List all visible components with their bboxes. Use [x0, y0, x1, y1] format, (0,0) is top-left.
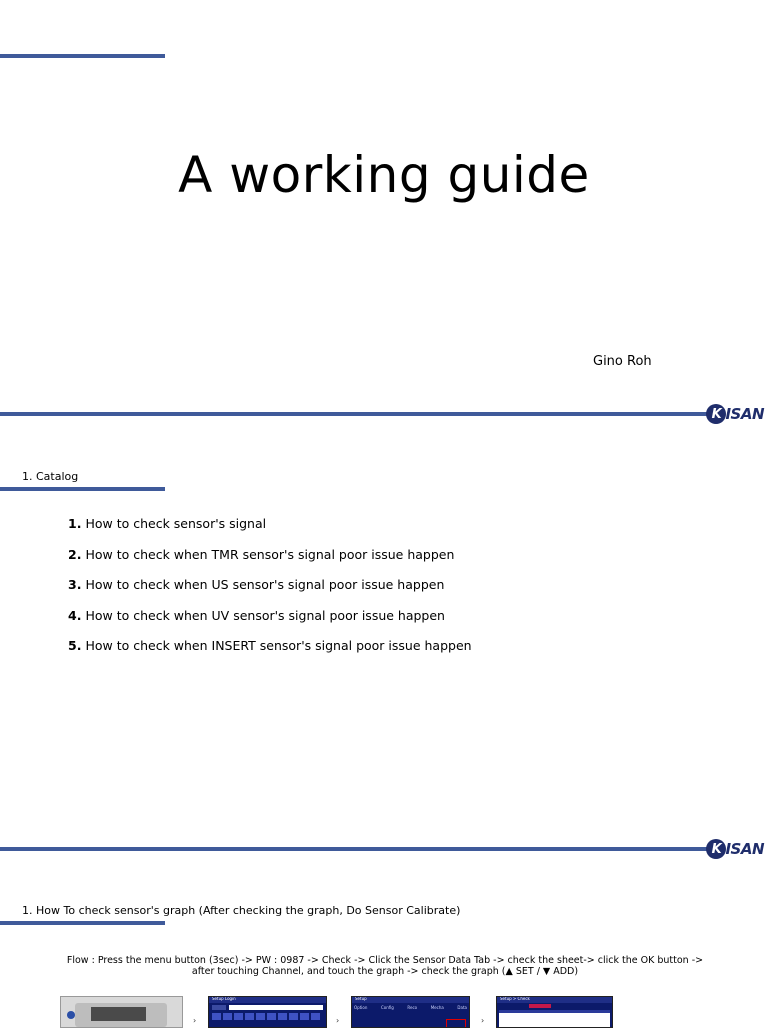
kisan-logo-text: ISAN: [725, 840, 764, 858]
screen-title: Setup Login: [212, 996, 236, 1001]
tab-config: Config: [380, 1005, 394, 1010]
device-photo: [60, 996, 183, 1028]
item-number: 2.: [68, 546, 82, 562]
item-number: 5.: [68, 638, 82, 653]
page-title: A working guide: [178, 145, 590, 204]
kisan-logo-text: ISAN: [725, 405, 764, 423]
item-number: 4.: [68, 607, 82, 623]
list-item: [68, 516, 472, 547]
title-slide: [0, 0, 768, 423]
item-text: How to check sensor's signal: [85, 516, 267, 531]
item-number: 1.: [68, 516, 82, 531]
device-logo-icon: [67, 1011, 75, 1019]
password-input: [229, 1005, 323, 1010]
section-accent-line: [0, 487, 165, 491]
setup-login-screenshot: [208, 996, 327, 1028]
setup-menu-screenshot: [351, 996, 470, 1028]
item-text: How to check when UV sensor's signal poor issue happen: [85, 607, 445, 623]
arrow-right-icon: ›: [336, 1016, 340, 1025]
section-title: 1. How To check sensor's graph (After checking the graph, Do Sensor Calibrate): [22, 904, 461, 917]
item-text: How to check when US sensor's signal poor issue happen: [85, 577, 445, 592]
list-item: [68, 638, 472, 669]
kisan-logo-mark-icon: K: [706, 839, 726, 859]
flow-line-1: Flow : Press the menu button (3sec) -> PW : 0987 -> Check -> Click the Sensor Data Tab -> check the sheet-> click the OK button ->: [66, 955, 704, 966]
sensor-sheet-header: [499, 1010, 610, 1013]
kisan-logo-mark-icon: K: [706, 404, 726, 424]
flow-line-2: after touching Channel, and touch the graph -> check the graph (▲ SET / ▼ ADD): [191, 966, 579, 977]
sensor-data-screenshot: [496, 996, 613, 1028]
section-accent-line: [0, 921, 165, 925]
screen-title-bar: [352, 997, 469, 1003]
screen-title: Setup > Check: [500, 996, 530, 1001]
tab-mecha: Mecha: [430, 1005, 444, 1010]
password-label: [212, 1005, 226, 1010]
sensor-data-tab-highlight: [529, 1004, 551, 1008]
bottom-divider-line: [0, 412, 708, 416]
list-item: [68, 577, 472, 608]
arrow-right-icon: ›: [481, 1016, 485, 1025]
tab-option: Option: [354, 1005, 368, 1010]
setup-tabs: [354, 1005, 467, 1010]
list-item: [68, 547, 472, 578]
kisan-logo: [706, 404, 764, 424]
kisan-logo: [706, 839, 764, 859]
catalog-list: [68, 516, 472, 669]
bottom-divider-line: [0, 847, 708, 851]
item-text: How to check when INSERT sensor's signal poor issue happen: [85, 638, 472, 653]
top-accent-line: [0, 54, 165, 58]
author-name: Gino Roh: [593, 354, 652, 369]
section-title: 1. Catalog: [22, 470, 79, 483]
screen-title-bar: [497, 997, 612, 1003]
keypad: [212, 1013, 320, 1020]
flow-instructions: [40, 955, 730, 977]
catalog-slide: [0, 432, 768, 858]
device-screen: [91, 1007, 146, 1021]
screen-title-bar: [209, 997, 326, 1003]
screen-title: Setup: [355, 996, 367, 1001]
item-text: How to check when TMR sensor's signal poor issue happen: [85, 546, 455, 562]
tab-data: Data: [457, 1005, 467, 1010]
tab-reco: Reco: [407, 1005, 418, 1010]
arrow-right-icon: ›: [193, 1016, 197, 1025]
list-item: [68, 608, 472, 639]
item-number: 3.: [68, 577, 82, 592]
howto-slide: [0, 864, 768, 1024]
